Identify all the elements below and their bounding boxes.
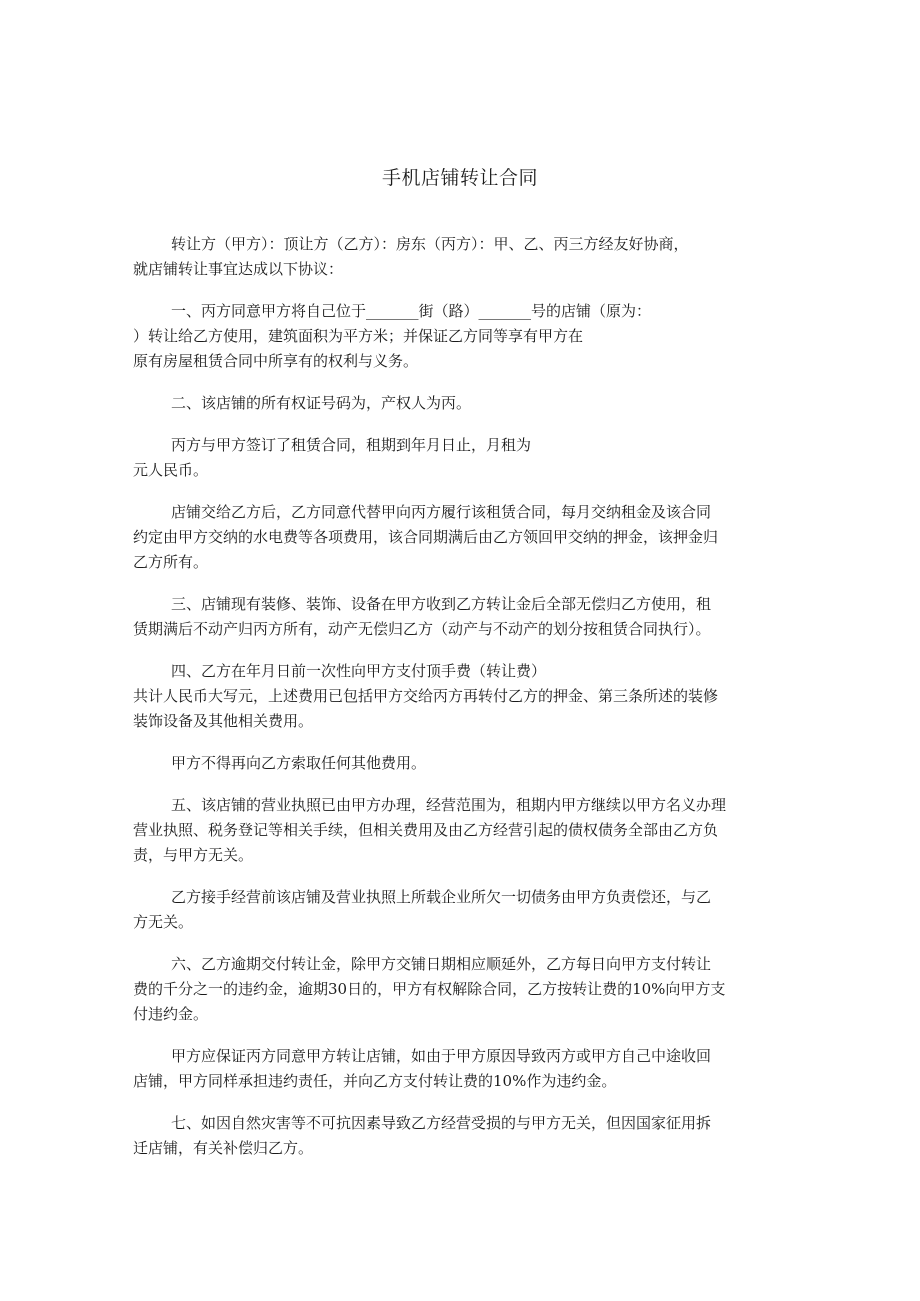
text-line: 付违约金。 (133, 1005, 209, 1023)
text-line: 责，与甲方无关。 (133, 846, 254, 864)
text-line: 装饰设备及其他相关费用。 (133, 712, 314, 730)
text-line: 六、乙方逾期交付转让金，除甲方交铺日期相应顺延外，乙方每日向甲方支付转让 (171, 955, 712, 973)
text-line: 二、该店铺的所有权证号码为，产权人为丙。 (171, 394, 472, 412)
text-line: 七、如因自然灾害等不可抗因素导致乙方经营受损的与甲方无关，但因国家征用拆 (171, 1114, 712, 1132)
text-line: 甲方不得再向乙方索取任何其他费用。 (171, 754, 427, 772)
paragraph-clause-1 (133, 299, 793, 374)
paragraph-no-other-fees (133, 751, 793, 776)
text-line: 就店铺转让事宜达成以下协议： (133, 260, 344, 278)
paragraph-lease-obligation (133, 500, 793, 575)
text-line: 乙方接手经营前该店铺及营业执照上所载企业所欠一切债务由甲方负责偿还，与乙 (171, 888, 712, 906)
paragraph-clause-2 (133, 391, 793, 416)
document-title: 手机店铺转让合同 (381, 167, 538, 189)
text-line: 约定由甲方交纳的水电费等各项费用，该合同期满后由乙方领回甲交纳的押金，该押金归 (133, 528, 719, 546)
text-line: 原有房屋租赁合同中所享有的权利与义务。 (133, 352, 419, 370)
text-line: 乙方所有。 (133, 553, 209, 571)
document-body (133, 232, 793, 1178)
paragraph-landlord-consent (133, 1044, 793, 1094)
text-line: 甲方应保证丙方同意甲方转让店铺，如由于甲方原因导致丙方或甲方自己中途收回 (171, 1047, 712, 1065)
text-line: 费的千分之一的违约金，逾期30日的，甲方有权解除合同，乙方按转让费的10%向甲方支 (133, 980, 726, 998)
text-line: 赁期满后不动产归丙方所有，动产无偿归乙方（动产与不动产的划分按租赁合同执行）。 (133, 620, 711, 638)
text-line: 四、乙方在年月日前一次性向甲方支付顶手费（转让费） (171, 662, 547, 680)
paragraph-lease-term (133, 433, 793, 483)
text-line: 转让方（甲方）：顶让方（乙方）：房东（丙方）：甲、乙、丙三方经友好协商， (171, 235, 689, 253)
text-line: 共计人民币大写元，上述费用已包括甲方交给丙方再转付乙方的押金、第三条所述的装修 (133, 687, 719, 705)
text-line: 一、丙方同意甲方将自己位于_______街（路）_______号的店铺（原为： (171, 302, 652, 320)
paragraph-intro (133, 232, 793, 282)
text-line: 店铺交给乙方后，乙方同意代替甲向丙方履行该租赁合同，每月交纳租金及该合同 (171, 503, 712, 521)
paragraph-clause-7 (133, 1111, 793, 1161)
text-line: 元人民币。 (133, 461, 209, 479)
text-line: ）转让给乙方使用，建筑面积为平方米；并保证乙方同等享有甲方在 (133, 327, 584, 345)
text-line: 迁店铺，有关补偿归乙方。 (133, 1139, 314, 1157)
paragraph-clause-4 (133, 659, 793, 734)
text-line: 五、该店铺的营业执照已由甲方办理，经营范围为，租期内甲方继续以甲方名义办理 (171, 796, 727, 814)
text-line: 丙方与甲方签订了租赁合同，租期到年月日止，月租为 (171, 436, 532, 454)
paragraph-clause-6 (133, 952, 793, 1027)
text-line: 方无关。 (133, 913, 194, 931)
text-line: 三、店铺现有装修、装饰、设备在甲方收到乙方转让金后全部无偿归乙方使用，租 (171, 595, 712, 613)
paragraph-clause-3 (133, 592, 793, 642)
text-line: 营业执照、税务登记等相关手续，但相关费用及由乙方经营引起的债权债务全部由乙方负 (133, 821, 719, 839)
paragraph-debt-responsibility (133, 885, 793, 935)
paragraph-clause-5 (133, 793, 793, 868)
text-line: 店铺，甲方同样承担违约责任，并向乙方支付转让费的10%作为违约金。 (133, 1072, 617, 1090)
